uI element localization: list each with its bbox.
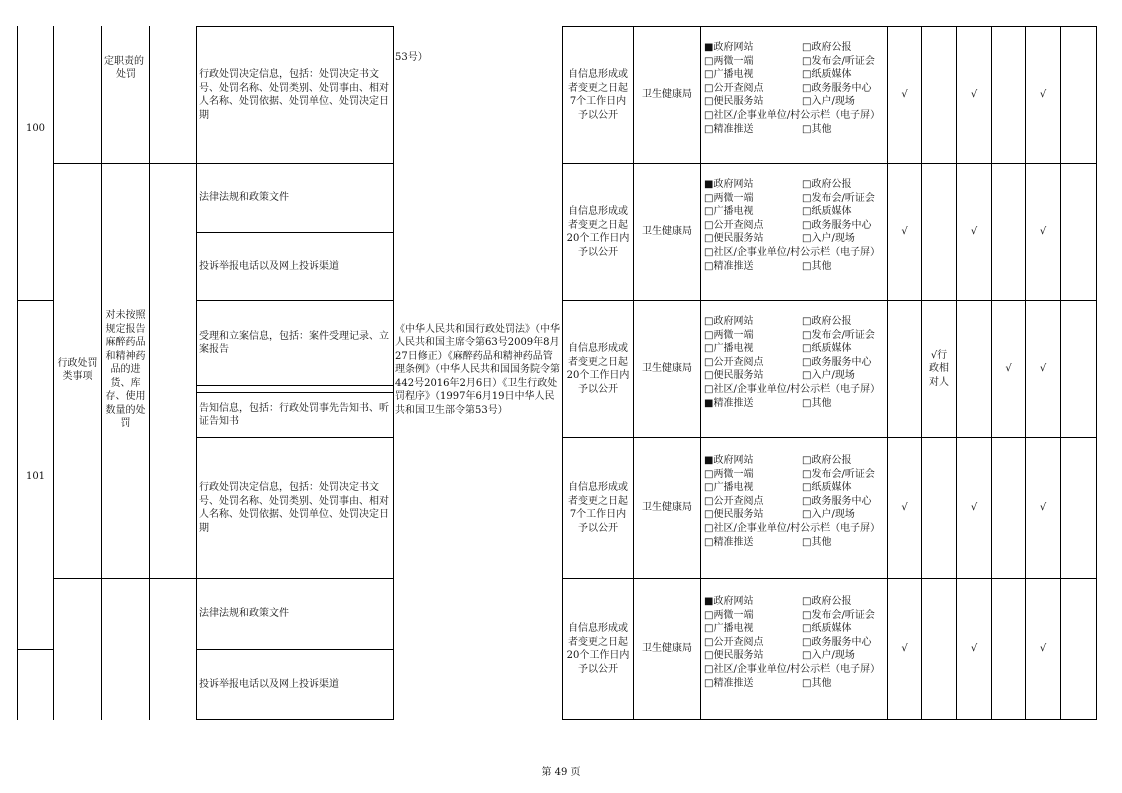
channels-row3 (704, 315, 884, 410)
channel-row (704, 219, 884, 233)
channel-row (704, 636, 884, 650)
col3-continuation-2: 处罚 (116, 69, 136, 80)
channel-option-gov_site: ■政府网站 (704, 455, 754, 466)
channel-option-board: □社区/企事业单位/村公示栏（电子屏） (704, 109, 881, 121)
channel-option-press: □发布会/听证会 (802, 609, 875, 621)
channel-option-press: □发布会/听证会 (802, 55, 875, 67)
col3-continuation: 定职责的 (104, 56, 144, 67)
channel-row (704, 55, 884, 69)
channel-option-two_wei: □两微一端 (704, 468, 754, 480)
channel-option-service_site: □便民服务站 (704, 233, 764, 245)
flag-r5-c3: √ (970, 643, 978, 655)
channel-row (704, 68, 884, 82)
channel-row (704, 192, 884, 206)
content-laws-2: 法律法规和政策文件 (199, 608, 289, 620)
channel-option-service_site: □便民服务站 (704, 96, 764, 108)
channel-option-service_center: □政务服务中心 (802, 82, 872, 94)
content-decision-1: 行政处罚决定信息，包括：处罚决定书文号、处罚名称、处罚类别、处罚事由、相对人名称、处罚依据、处罚单位、处罚决定日期 (199, 69, 389, 121)
channel-row (704, 41, 884, 55)
channel-option-two_wei: □两微一端 (704, 609, 754, 621)
flag-r1-c3: √ (970, 89, 978, 101)
flag-r3-c2: √行政相对人 (929, 349, 949, 388)
channel-row (704, 95, 884, 109)
channel-option-service_site: □便民服务站 (704, 650, 764, 662)
channel-option-gov_bulletin: □政府公报 (802, 179, 852, 190)
channel-row (704, 595, 884, 609)
serial-101: 101 (25, 471, 46, 483)
channel-option-reading_point: □公开查阅点 (704, 219, 764, 231)
channels-row1 (704, 41, 884, 136)
channel-option-push: □精准推送 (704, 677, 754, 689)
channel-option-press: □发布会/听证会 (802, 468, 875, 480)
channel-row (704, 315, 884, 329)
flag-r4-c5: √ (1039, 502, 1047, 514)
channel-row (704, 508, 884, 522)
content-laws-1: 法律法规和政策文件 (199, 192, 289, 204)
channel-row (704, 454, 884, 468)
channel-row (704, 649, 884, 663)
channel-option-door: □入户/现场 (802, 233, 855, 245)
channel-option-board: □社区/企事业单位/村公示栏（电子屏） (704, 522, 881, 534)
channel-option-reading_point: □公开查阅点 (704, 495, 764, 507)
flag-r3-c5: √ (1039, 363, 1047, 375)
channel-option-reading_point: □公开查阅点 (704, 82, 764, 94)
channel-option-board: □社区/企事业单位/村公示栏（电子屏） (704, 383, 881, 395)
channel-option-broadcast: □广播电视 (704, 206, 754, 218)
channel-option-other: □其他 (802, 260, 832, 272)
channel-option-two_wei: □两微一端 (704, 55, 754, 67)
channel-option-board: □社区/企事业单位/村公示栏（电子屏） (704, 246, 881, 258)
channel-option-other: □其他 (802, 536, 832, 548)
channel-row (704, 232, 884, 246)
flag-r5-c1: √ (901, 643, 908, 655)
channel-option-service_center: □政务服务中心 (802, 356, 872, 368)
timeline-row5: 自信息形成或者变更之日起20个工作日内予以公开 (566, 623, 630, 675)
channel-row (704, 369, 884, 383)
page-footer: 第 49 页 (541, 767, 581, 778)
agency-row1: 卫生健康局 (642, 89, 692, 101)
channel-option-two_wei: □两微一端 (704, 192, 754, 204)
flag-r2-c5: √ (1039, 226, 1047, 238)
channels-row4 (704, 454, 884, 549)
content-decision-2: 行政处罚决定信息，包括：处罚决定书文号、处罚名称、处罚类别、处罚事由、相对人名称、处罚依据、处罚单位、处罚决定日期 (199, 482, 389, 534)
channel-option-service_site: □便民服务站 (704, 509, 764, 521)
channel-option-broadcast: □广播电视 (704, 623, 754, 635)
channel-option-paper: □纸质媒体 (802, 623, 852, 635)
channel-row (704, 609, 884, 623)
channel-option-paper: □纸质媒体 (802, 343, 852, 355)
agency-row5: 卫生健康局 (642, 643, 692, 655)
channel-row (704, 622, 884, 636)
channel-option-paper: □纸质媒体 (802, 482, 852, 494)
channel-option-push: ■精准推送 (704, 397, 754, 409)
channel-option-press: □发布会/听证会 (802, 329, 875, 341)
basis-continuation: 53号） (395, 52, 428, 63)
channel-option-other: □其他 (802, 677, 832, 689)
channel-option-reading_point: □公开查阅点 (704, 356, 764, 368)
channel-option-gov_site: ■政府网站 (704, 179, 754, 190)
basis-101: 《中华人民共和国行政处罚法》（中华人民共和国主席令第63号2009年8月27日修正）《麻醉药品和精神药品管理条例》（中华人民共和国国务院令第442号2016年2月6日）《卫生行政处罚程序》（1997年6月19日中华人民共和国卫生部令第53号） (395, 323, 560, 416)
channel-option-gov_bulletin: □政府公报 (802, 316, 852, 327)
item-name-101: 对未按照规定报告麻醉药品和精神药品的进货、库存、使用数量的处罚 (105, 310, 146, 430)
channel-option-push: □精准推送 (704, 260, 754, 272)
channel-row (704, 481, 884, 495)
channels-row2 (704, 178, 884, 273)
channel-option-gov_bulletin: □政府公报 (802, 596, 852, 607)
channel-option-door: □入户/现场 (802, 96, 855, 108)
flag-r4-c3: √ (970, 502, 978, 514)
flag-r4-c1: √ (901, 502, 908, 514)
channel-row (704, 342, 884, 356)
agency-row4: 卫生健康局 (642, 502, 692, 514)
content-notice: 告知信息，包括：行政处罚事先告知书、听证告知书 (199, 402, 389, 427)
serial-100: 100 (25, 123, 46, 135)
channel-row (704, 178, 884, 192)
flag-r5-c5: √ (1039, 643, 1047, 655)
channel-option-reading_point: □公开查阅点 (704, 636, 764, 648)
channel-row (704, 356, 884, 370)
timeline-row4: 自信息形成或者变更之日起7个工作日内予以公开 (568, 482, 628, 534)
channel-option-two_wei: □两微一端 (704, 329, 754, 341)
content-filing: 受理和立案信息，包括：案件受理记录、立案报告 (199, 330, 389, 355)
channel-row (704, 329, 884, 343)
channel-row (704, 260, 884, 274)
channel-option-broadcast: □广播电视 (704, 69, 754, 81)
channel-option-service_center: □政务服务中心 (802, 495, 872, 507)
channel-option-gov_bulletin: □政府公报 (802, 42, 852, 53)
channel-option-push: □精准推送 (704, 123, 754, 135)
channel-option-other: □其他 (802, 123, 832, 135)
channel-option-service_center: □政务服务中心 (802, 219, 872, 231)
category-label: 行政处罚类事项 (57, 357, 98, 382)
channel-option-paper: □纸质媒体 (802, 69, 852, 81)
channel-option-gov_site: ■政府网站 (704, 42, 754, 53)
channel-row (704, 123, 884, 137)
timeline-row3: 自信息形成或者变更之日起20个工作日内予以公开 (566, 343, 630, 395)
channel-option-press: □发布会/听证会 (802, 192, 875, 204)
channel-row (704, 82, 884, 96)
agency-row2: 卫生健康局 (642, 226, 692, 238)
flag-r1-c1: √ (901, 89, 908, 101)
channel-option-door: □入户/现场 (802, 509, 855, 521)
channel-option-other: □其他 (802, 397, 832, 409)
channel-option-service_site: □便民服务站 (704, 370, 764, 382)
agency-row3: 卫生健康局 (642, 363, 692, 375)
channel-option-door: □入户/现场 (802, 650, 855, 662)
timeline-row2: 自信息形成或者变更之日起20个工作日内予以公开 (566, 206, 630, 258)
channel-row (704, 397, 884, 411)
content-complaint-1: 投诉举报电话以及网上投诉渠道 (199, 260, 339, 272)
channel-option-gov_site: □政府网站 (704, 316, 754, 327)
channel-option-push: □精准推送 (704, 536, 754, 548)
channel-option-service_center: □政务服务中心 (802, 636, 872, 648)
channel-option-broadcast: □广播电视 (704, 343, 754, 355)
flag-r2-c1: √ (901, 226, 908, 238)
channels-row5 (704, 595, 884, 690)
channel-row (704, 495, 884, 509)
flag-r3-c4: √ (1005, 363, 1012, 375)
channel-option-paper: □纸质媒体 (802, 206, 852, 218)
channel-row (704, 677, 884, 691)
channel-option-door: □入户/现场 (802, 370, 855, 382)
channel-row (704, 468, 884, 482)
channel-row (704, 536, 884, 550)
flag-r1-c5: √ (1039, 89, 1047, 101)
channel-option-gov_site: ■政府网站 (704, 596, 754, 607)
channel-option-gov_bulletin: □政府公报 (802, 455, 852, 466)
content-complaint-2: 投诉举报电话以及网上投诉渠道 (199, 678, 339, 690)
channel-row (704, 205, 884, 219)
timeline-row1: 自信息形成或者变更之日起7个工作日内予以公开 (568, 69, 628, 121)
channel-option-board: □社区/企事业单位/村公示栏（电子屏） (704, 663, 881, 675)
flag-r2-c3: √ (970, 226, 978, 238)
channel-option-broadcast: □广播电视 (704, 482, 754, 494)
